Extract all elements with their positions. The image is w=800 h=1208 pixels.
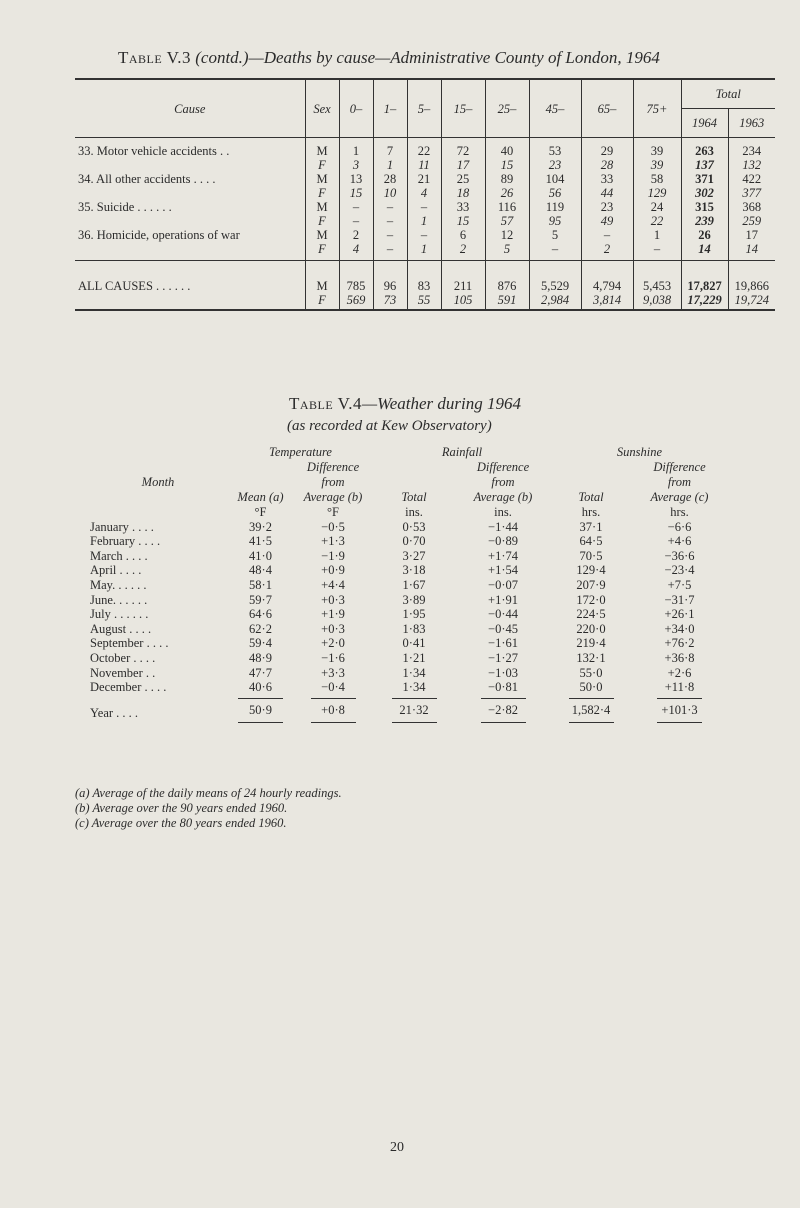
table4-note: (a) Average of the daily means of 24 hourly readings. [75, 786, 342, 800]
table3-total-1964-cell: 371 [681, 172, 728, 186]
table3-value-cell: – [339, 200, 373, 214]
table3-value-cell: 15 [441, 214, 485, 228]
table4-sdiff-cell: +11·8 [664, 680, 695, 695]
table4-sdiff-cell: −31·7 [664, 592, 695, 607]
table4-rdiff-cell: −0·81 [488, 680, 518, 695]
table4-stotal-cell: 220·0 [576, 621, 606, 636]
table4-stotal-cell: 70·5 [579, 548, 603, 563]
table3-value-cell: 23 [529, 158, 581, 172]
table3-value-cell: 6 [441, 228, 485, 242]
table4-rtotal-cell: 3·27 [402, 548, 426, 563]
table3-value-cell: 211 [441, 261, 485, 294]
table3-value-cell: 33 [441, 200, 485, 214]
table3-value-cell: 2 [339, 228, 373, 242]
table4-header-tdiff-3: Average (b) [303, 490, 363, 504]
table3-total-1963-cell: 422 [728, 172, 775, 186]
table3-value-cell: – [373, 214, 407, 228]
table4-rtotal-cell: 3·18 [402, 563, 426, 578]
table3-value-cell: 3 [339, 158, 373, 172]
table4-stotal-cell: 55·0 [579, 665, 603, 680]
table4-group-temperature: Temperature [269, 445, 332, 459]
table3-value-cell: 72 [441, 138, 485, 159]
table3-value-cell: 22 [633, 214, 681, 228]
table4-stotal-cell: 129·4 [576, 563, 606, 578]
table3-value-cell: 58 [633, 172, 681, 186]
table3-row [75, 172, 775, 186]
table4-month-cell: November . . [90, 665, 156, 680]
table4-header-row-2 [88, 475, 728, 490]
table3-row [75, 228, 775, 242]
table3-total-1964-cell: 239 [681, 214, 728, 228]
table4-mean-cell: 47·7 [249, 665, 272, 680]
table3-total-1964-cell: 137 [681, 158, 728, 172]
table3-value-cell: 40 [485, 138, 529, 159]
table3-value-cell: 785 [339, 261, 373, 294]
table3-value-cell: 4 [407, 186, 441, 200]
table3-value-cell: 95 [529, 214, 581, 228]
table3-value-cell: – [633, 242, 681, 261]
table3-total-1963-cell: 19,724 [728, 293, 775, 310]
table4-row [88, 534, 728, 549]
table3-total-1964-cell: 14 [681, 242, 728, 261]
table4-month-cell: March . . . . [90, 548, 148, 563]
table3-value-cell: 28 [373, 172, 407, 186]
table3-value-cell: 1 [339, 138, 373, 159]
table3-value-cell: 55 [407, 293, 441, 310]
table3-value-cell: 57 [485, 214, 529, 228]
table4-unit: ins. [405, 505, 423, 519]
table4-group-row [88, 445, 728, 460]
table3-cause-cell [75, 242, 305, 261]
table3-value-cell: – [407, 200, 441, 214]
table4-subtitle: (as recorded at Kew Observatory) [287, 418, 492, 434]
table4-month-cell: September . . . . [90, 636, 169, 651]
table3-value-cell: 44 [581, 186, 633, 200]
table4-tdiff-cell: +0·3 [321, 592, 345, 607]
table4-mean-cell: 62·2 [249, 621, 272, 636]
table3-value-cell: 89 [485, 172, 529, 186]
table4-header-month: Month [141, 475, 175, 489]
table4-month-cell: February . . . . [90, 534, 161, 549]
table4-sdiff-cell: −6·6 [667, 519, 692, 534]
table3-value-cell: 104 [529, 172, 581, 186]
table3-value-cell: 83 [407, 261, 441, 294]
table3-value-cell: 5 [485, 242, 529, 261]
table4-row [88, 680, 728, 695]
table4-month-cell: May. . . . . . [90, 577, 147, 592]
table4-title [289, 394, 521, 414]
table4-unit: ins. [494, 505, 512, 519]
table3-value-cell: 26 [485, 186, 529, 200]
table3-sex-cell: F [305, 242, 339, 261]
table3-value-cell: 9,038 [633, 293, 681, 310]
table3-value-cell: 569 [339, 293, 373, 310]
table3-value-cell: – [407, 228, 441, 242]
table4-header-sdiff-3: Average (c) [650, 490, 709, 504]
table3-value-cell: 2 [441, 242, 485, 261]
table4-stotal-cell: 172·0 [576, 592, 606, 607]
table3-value-cell: 105 [441, 293, 485, 310]
table4-row [88, 563, 728, 578]
table4-units-row [88, 505, 728, 520]
table4-row [88, 666, 728, 681]
table3-total-1963-cell: 368 [728, 200, 775, 214]
table4-header-rdiff-1: Difference [476, 460, 530, 474]
table3-header-cause: Cause [75, 80, 305, 138]
table3-value-cell: – [373, 200, 407, 214]
table3-value-cell: 2,984 [529, 293, 581, 310]
table4-mean-cell: 41·0 [249, 548, 272, 563]
table3-total-1964-cell: 315 [681, 200, 728, 214]
table4-rtotal-cell: 0·53 [402, 519, 426, 534]
table4-header-sdiff-1: Difference [653, 460, 706, 474]
table3-title [118, 48, 660, 68]
table3-header-age: 75+ [633, 80, 681, 138]
table4-stotal-cell: 207·9 [576, 577, 606, 592]
table4-sdiff-cell: +7·5 [667, 577, 692, 592]
table4-rdiff-cell: +1·91 [488, 592, 518, 607]
table3-value-cell: 28 [581, 158, 633, 172]
table4-month-cell: August . . . . [90, 621, 152, 636]
table4-title-label: Table V.4 [289, 394, 362, 413]
table4-rdiff-cell: −1·27 [488, 650, 518, 665]
table4-tdiff-cell: −0·4 [321, 680, 345, 695]
table4-sdiff-cell: −23·4 [664, 563, 695, 578]
table3-value-cell: 29 [581, 138, 633, 159]
table4-mean-cell: 39·2 [249, 519, 272, 534]
table4-mean-cell: 40·6 [249, 680, 272, 695]
table4-sdiff-cell: +76·2 [664, 636, 695, 651]
table3-title-rest: (contd.)—Deaths by cause—Administrative County of London, 1964 [195, 48, 660, 67]
table3-total-1964-cell: 17,229 [681, 293, 728, 310]
table3-cause-cell [75, 214, 305, 228]
table3-sex-cell: F [305, 158, 339, 172]
table4-rtotal-cell: 21·32 [373, 695, 455, 724]
table3-total-1963-cell: 14 [728, 242, 775, 261]
table4-month-cell: October . . . . [90, 650, 156, 665]
table4-rdiff-cell: +1·54 [488, 563, 518, 578]
table4-month-cell: June. . . . . . [90, 592, 148, 607]
table3-value-cell: 22 [407, 138, 441, 159]
table3-header-1964: 1964 [681, 109, 728, 138]
table3-value-cell: 17 [441, 158, 485, 172]
table3-value-cell: 11 [407, 158, 441, 172]
table3-value-cell: – [339, 214, 373, 228]
table4-unit: °F [327, 505, 339, 519]
table3-value-cell: 25 [441, 172, 485, 186]
table4-mean-cell: 41·5 [249, 534, 272, 549]
table3-total-1964-cell: 17,827 [681, 261, 728, 294]
table3-value-cell: 21 [407, 172, 441, 186]
table3-value-cell: 73 [373, 293, 407, 310]
table3-value-cell: 4,794 [581, 261, 633, 294]
table3-total-1963-cell: 377 [728, 186, 775, 200]
table4-row [88, 578, 728, 593]
table4-mean-cell: 59·4 [249, 636, 272, 651]
table4-note: (c) Average over the 80 years ended 1960. [75, 816, 287, 830]
table3-header-total: Total [681, 80, 775, 109]
table3-header-age: 5– [407, 80, 441, 138]
table3-value-cell: 129 [633, 186, 681, 200]
table3-header-age: 15– [441, 80, 485, 138]
table4-rdiff-cell: −1·03 [488, 665, 518, 680]
table3-row [75, 158, 775, 172]
table3-sex-cell: M [305, 228, 339, 242]
table3-value-cell: 591 [485, 293, 529, 310]
table4 [88, 445, 728, 723]
table4-tdiff-cell: −1·9 [321, 548, 345, 563]
table4-row [88, 607, 728, 622]
table4-rtotal-cell: 0·41 [402, 636, 426, 651]
table3-value-cell: 1 [407, 242, 441, 261]
table3-value-cell: 876 [485, 261, 529, 294]
table3-value-cell: 49 [581, 214, 633, 228]
table4-header-tdiff-2: from [321, 475, 345, 489]
table4-tdiff-cell: +0·9 [321, 563, 345, 578]
table4-stotal-cell: 1,582·4 [551, 695, 631, 724]
table4-rdiff-cell: −1·61 [488, 636, 518, 651]
table3-value-cell: 15 [339, 186, 373, 200]
table3-value-cell: 5 [529, 228, 581, 242]
table4-tdiff-cell: +3·3 [321, 665, 345, 680]
table4-rtotal-cell: 3·89 [402, 592, 426, 607]
table4-sdiff-cell: +36·8 [664, 650, 695, 665]
table3-cause-cell: 33. Motor vehicle accidents . . [78, 144, 230, 158]
table4-tdiff-cell: +1·3 [321, 534, 345, 549]
table3-header-age: 65– [581, 80, 633, 138]
table3-header-1963: 1963 [728, 109, 775, 138]
table3-value-cell: 33 [581, 172, 633, 186]
table3-sex-cell: M [305, 172, 339, 186]
table4-mean-cell: 58·1 [249, 577, 272, 592]
table4-year-row [88, 695, 728, 724]
table3-value-cell: 39 [633, 158, 681, 172]
table3-header-age: 25– [485, 80, 529, 138]
table4-month-cell: December . . . . [90, 680, 167, 695]
table3-cause-cell: 34. All other accidents . . . . [78, 172, 216, 186]
table4-sdiff-cell: +101·3 [631, 695, 728, 724]
table4-note: (b) Average over the 90 years ended 1960. [75, 801, 288, 815]
table4-header-row-3 [88, 490, 728, 505]
table4-rdiff-cell: −0·44 [488, 607, 518, 622]
table3-cause-cell: 35. Suicide . . . . . . [78, 200, 172, 214]
table4-stotal-cell: 64·5 [579, 534, 603, 549]
table3-total-1963-cell: 19,866 [728, 261, 775, 294]
table4-row [88, 651, 728, 666]
table3-row [75, 200, 775, 214]
table3-total-1963-cell: 17 [728, 228, 775, 242]
table3-value-cell: 5,529 [529, 261, 581, 294]
table3-value-cell: 13 [339, 172, 373, 186]
page-number: 20 [390, 1140, 404, 1155]
table3-value-cell: 39 [633, 138, 681, 159]
table4-header-row-1 [88, 460, 728, 475]
table4-rtotal-cell: 1·34 [402, 665, 426, 680]
table3-row [75, 242, 775, 261]
table4-row [88, 622, 728, 637]
table3-value-cell: 119 [529, 200, 581, 214]
table3-value-cell: 15 [485, 158, 529, 172]
table3-row [75, 138, 775, 159]
table3-value-cell: 18 [441, 186, 485, 200]
table4-rtotal-cell: 1·34 [402, 680, 426, 695]
table3-total-1963-cell: 132 [728, 158, 775, 172]
table3-value-cell: 10 [373, 186, 407, 200]
table3-value-cell: 1 [407, 214, 441, 228]
table4-rtotal-cell: 0·70 [402, 534, 426, 549]
table4-mean-cell: 59·7 [249, 592, 272, 607]
table4-stotal-cell: 224·5 [576, 607, 606, 622]
table3-sex-cell: F [305, 293, 339, 310]
table3-value-cell: – [529, 242, 581, 261]
table3-row [75, 186, 775, 200]
table4-header-stotal: Total [578, 490, 604, 504]
table3-sex-cell: F [305, 214, 339, 228]
table3 [75, 80, 775, 311]
table3-value-cell: 3,814 [581, 293, 633, 310]
table3-value-cell: 56 [529, 186, 581, 200]
table4-rdiff-cell: −0·07 [488, 577, 518, 592]
table4-month-cell: April . . . . [90, 563, 142, 578]
table3-header-sex: Sex [305, 80, 339, 138]
table4-row [88, 636, 728, 651]
table4-tdiff-cell: −1·6 [321, 650, 345, 665]
table4-rtotal-cell: 1·83 [402, 621, 426, 636]
table4-row [88, 549, 728, 564]
table3-sex-cell: F [305, 186, 339, 200]
table3-value-cell: 1 [633, 228, 681, 242]
table3-total-1963-cell: 259 [728, 214, 775, 228]
table4-rtotal-cell: 1·95 [402, 607, 426, 622]
table4-unit: hrs. [581, 505, 601, 519]
table3-value-cell: 23 [581, 200, 633, 214]
table4-tdiff-cell: +1·9 [321, 607, 345, 622]
table3-title-label: Table V.3 [118, 48, 191, 67]
table4-mean-cell: 50·9 [228, 695, 293, 724]
table3-cause-cell: 36. Homicide, operations of war [78, 228, 240, 242]
table3-value-cell: 4 [339, 242, 373, 261]
table3-row [75, 214, 775, 228]
table4-stotal-cell: 219·4 [576, 636, 606, 651]
table4-row [88, 520, 728, 535]
table4-body [88, 520, 728, 724]
table4-mean-cell: 64·6 [249, 607, 272, 622]
table3-value-cell: – [373, 228, 407, 242]
table4-rtotal-cell: 1·67 [402, 577, 426, 592]
table3-value-cell: 1 [373, 158, 407, 172]
table4-rdiff-cell: −1·44 [488, 519, 518, 534]
table4-rdiff-cell: −0·89 [488, 534, 518, 549]
table3-value-cell: 116 [485, 200, 529, 214]
table4-sdiff-cell: +34·0 [664, 621, 695, 636]
table4-rdiff-cell: −0·45 [488, 621, 518, 636]
table3-cause-cell [75, 293, 305, 310]
table4-rdiff-cell: −2·82 [455, 695, 551, 724]
table4-sdiff-cell: +4·6 [667, 534, 692, 549]
table3-header-age: 0– [339, 80, 373, 138]
table4-unit: hrs. [670, 505, 689, 519]
table4-sdiff-cell: +26·1 [664, 607, 695, 622]
table3-cause-cell: ALL CAUSES . . . . . . [75, 261, 305, 294]
table3-cause-cell [75, 158, 305, 172]
table3-sex-cell: M [305, 200, 339, 214]
table3-row [75, 293, 775, 310]
table4-stotal-cell: 132·1 [576, 650, 606, 665]
table4-header-tdiff-1: Difference [306, 460, 360, 474]
table4-month-cell: January . . . . [90, 519, 154, 534]
table3-value-cell: 96 [373, 261, 407, 294]
table4-stotal-cell: 37·1 [579, 519, 603, 534]
table3-sex-cell: M [305, 261, 339, 294]
table4-title-rest: —Weather during 1964 [362, 394, 521, 413]
table4-group-sunshine: Sunshine [616, 445, 663, 459]
table3-value-cell: 5,453 [633, 261, 681, 294]
table4-mean-cell: 48·9 [249, 650, 272, 665]
table3-value-cell: 53 [529, 138, 581, 159]
table4-unit: °F [254, 505, 267, 519]
table4-header-sdiff-2: from [667, 475, 692, 489]
table3-cause-cell [75, 186, 305, 200]
table3-total-1964-cell: 263 [681, 138, 728, 159]
table3-total-1963-cell: 234 [728, 138, 775, 159]
table4-notes [75, 786, 342, 831]
table3-total-1964-cell: 302 [681, 186, 728, 200]
table3-value-cell: 24 [633, 200, 681, 214]
table4-tdiff-cell: +4·4 [321, 577, 345, 592]
table3-header-age: 45– [529, 80, 581, 138]
table3-header-row [75, 80, 775, 109]
table3-body [75, 138, 775, 311]
table3-value-cell: – [373, 242, 407, 261]
table4-tdiff-cell: +0·8 [293, 695, 373, 724]
table4-mean-cell: 48·4 [249, 563, 272, 578]
table4-rdiff-cell: +1·74 [488, 548, 518, 563]
table3-sex-cell: M [305, 138, 339, 159]
table4-rtotal-cell: 1·21 [402, 650, 426, 665]
table3-total-1964-cell: 26 [681, 228, 728, 242]
table4-header-rdiff-2: from [491, 475, 515, 489]
table4-row [88, 593, 728, 608]
table3-value-cell: 7 [373, 138, 407, 159]
table3-row [75, 261, 775, 294]
table4-group-rainfall: Rainfall [441, 445, 483, 459]
table4-month-cell: Year . . . . [90, 705, 139, 720]
table4-header-rdiff-3: Average (b) [473, 490, 533, 504]
table4-tdiff-cell: +0·3 [321, 621, 345, 636]
table4-header-rtotal: Total [401, 490, 427, 504]
table3-value-cell: 12 [485, 228, 529, 242]
table4-tdiff-cell: +2·0 [321, 636, 345, 651]
table4-month-cell: July . . . . . . [90, 607, 149, 622]
table4-sdiff-cell: −36·6 [664, 548, 695, 563]
table4-sdiff-cell: +2·6 [667, 665, 692, 680]
table4-header-mean: Mean (a) [237, 490, 284, 504]
table3-value-cell: – [581, 228, 633, 242]
table4-stotal-cell: 50·0 [579, 680, 603, 695]
table3-value-cell: 2 [581, 242, 633, 261]
table3-header-age: 1– [373, 80, 407, 138]
table4-tdiff-cell: −0·5 [321, 519, 345, 534]
